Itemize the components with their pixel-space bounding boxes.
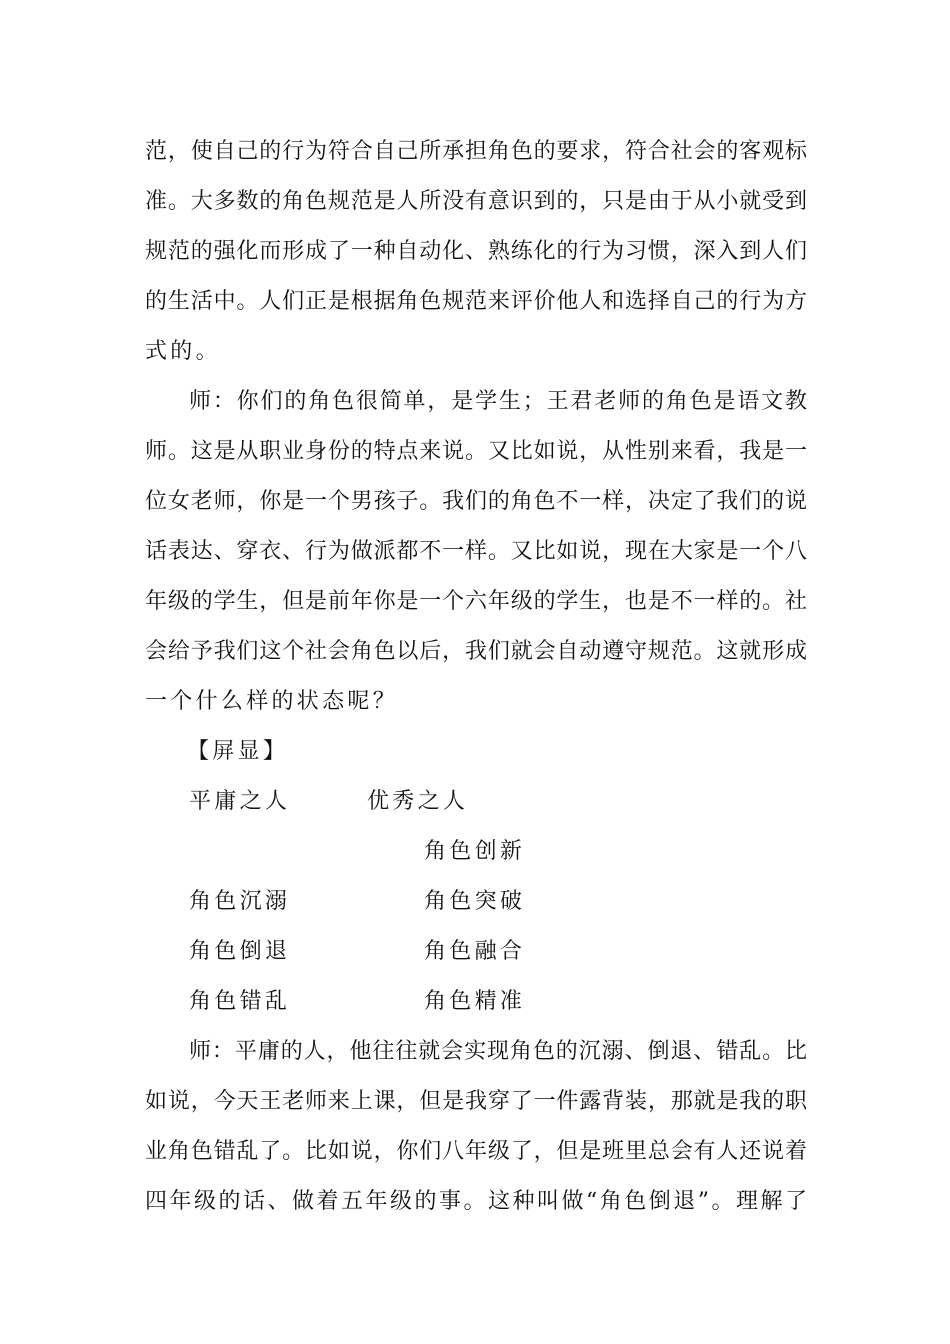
screen-right-item-3: 角色融合 — [424, 939, 526, 964]
paragraph2-line-6: 会给予我们这个社会角色以后，我们就会自动遵守规范。这就形成 — [145, 639, 807, 664]
screen-left-item-3: 角色错乱 — [189, 989, 291, 1014]
screen-right-item-1: 角色创新 — [424, 839, 526, 864]
paragraph2-line-4: 话表达、穿衣、行为做派都不一样。又比如说，现在大家是一个八 — [145, 539, 807, 564]
screen-heading: 【屏显】 — [187, 739, 289, 764]
paragraph1-line-5: 式的。 — [145, 339, 221, 364]
screen-right-header: 优秀之人 — [367, 789, 469, 814]
paragraph2-line-7: 一个什么样的状态呢？ — [145, 689, 399, 714]
screen-left-item-1: 角色沉溺 — [189, 889, 291, 914]
paragraph3-line-2: 如说，今天王老师来上课，但是我穿了一件露背装，那就是我的职 — [145, 1089, 807, 1114]
paragraph3-line-4: 四年级的话、做着五年级的事。这种叫做“角色倒退”。理解了 — [145, 1189, 807, 1214]
paragraph1-line-4: 的生活中。人们正是根据角色规范来评价他人和选择自己的行为方 — [145, 289, 807, 314]
paragraph1-line-3: 规范的强化而形成了一种自动化、熟练化的行为习惯，深入到人们 — [145, 239, 807, 264]
screen-left-item-2: 角色倒退 — [189, 939, 291, 964]
paragraph3-line-3: 业角色错乱了。比如说，你们八年级了，但是班里总会有人还说着 — [145, 1139, 807, 1164]
paragraph3-line-1: 师：平庸的人，他往往就会实现角色的沉溺、倒退、错乱。比 — [189, 1039, 807, 1064]
screen-right-item-2: 角色突破 — [424, 889, 526, 914]
screen-left-header: 平庸之人 — [189, 789, 291, 814]
paragraph1-line-1: 范，使自己的行为符合自己所承担角色的要求，符合社会的客观标 — [145, 139, 807, 164]
paragraph1-line-2: 准。大多数的角色规范是人所没有意识到的，只是由于从小就受到 — [145, 189, 807, 214]
paragraph2-line-2: 师。这是从职业身份的特点来说。又比如说，从性别来看，我是一 — [145, 439, 807, 464]
paragraph2-line-1: 师：你们的角色很简单，是学生；王君老师的角色是语文教 — [189, 389, 807, 414]
paragraph2-line-5: 年级的学生，但是前年你是一个六年级的学生，也是不一样的。社 — [145, 589, 807, 614]
paragraph2-line-3: 位女老师，你是一个男孩子。我们的角色不一样，决定了我们的说 — [145, 489, 807, 514]
screen-right-item-4: 角色精准 — [424, 989, 526, 1014]
